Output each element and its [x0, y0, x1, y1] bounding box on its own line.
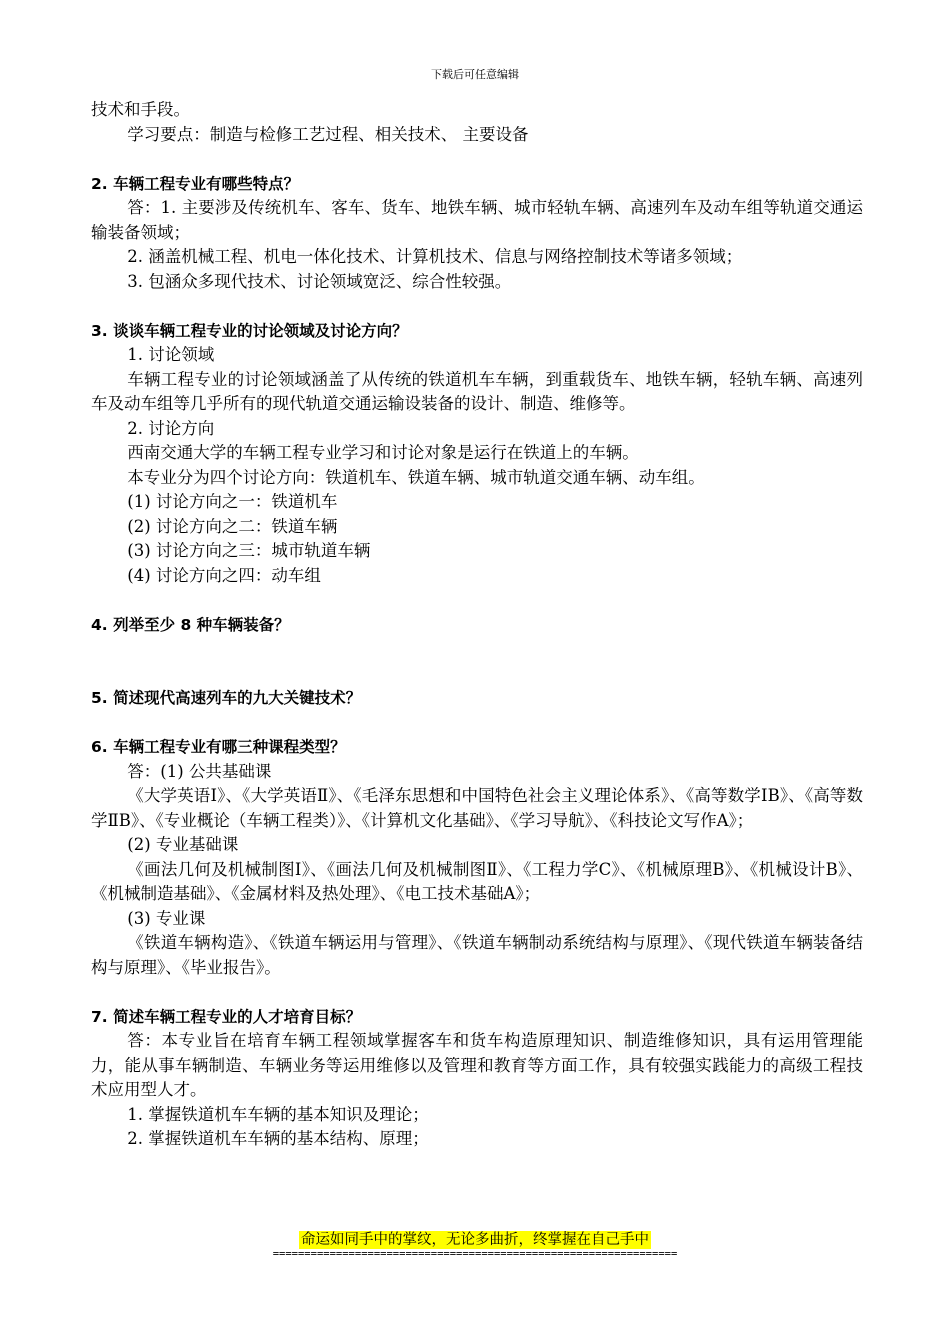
answer-paragraph: 3. 包涵众多现代技术、讨论领域宽泛、综合性较强。 — [127, 271, 512, 291]
paragraph: 1. 讨论领域 — [127, 345, 215, 364]
list-item: (3) 讨论方向之三：城市轨道车辆 — [127, 541, 371, 560]
paragraph: (2) 专业基础课 — [127, 835, 239, 854]
paragraph: 西南交通大学的车辆工程专业学习和讨论对象是运行在铁道上的车辆。 — [127, 443, 639, 462]
question-heading-7: 7. 简述车辆工程专业的人才培育目标？ — [91, 1007, 362, 1026]
paragraph: 《画法几何及机械制图Ⅰ》、《画法几何及机械制图Ⅱ》、《工程力学C》、《机械原理B》、《机械设计B》、《机械制造基础》、《金属材料及热处理》、《电工技术基础A》； — [91, 859, 863, 903]
list-item: 1. 掌握铁道机车车辆的基本知识及理论； — [127, 1104, 429, 1124]
page-footer — [0, 1229, 950, 1249]
question-heading-3: 3. 谈谈车辆工程专业的讨论领域及讨论方向？ — [91, 321, 408, 340]
paragraph: 2. 讨论方向 — [127, 418, 215, 438]
paragraph: 车辆工程专业的讨论领域涵盖了从传统的铁道机车车辆，到重载货车、地铁车辆，轻轨车辆、高速列车及动车组等几乎所有的现代轨道交通运输设装备的设计、制造、维修等。 — [91, 369, 863, 413]
footer-rule: ================================================================ — [272, 1248, 678, 1260]
paragraph: 本专业分为四个讨论方向：铁道机车、铁道车辆、城市轨道交通车辆、动车组。 — [127, 467, 705, 487]
paragraph: 技术和手段。 — [91, 100, 190, 119]
paragraph: 《铁道车辆构造》、《铁道车辆运用与管理》、《铁道车辆制动系统结构与原理》、《现代铁道车辆装备结构与原理》、《毕业报告》。 — [91, 933, 863, 977]
answer-paragraph: 答：本专业旨在培育车辆工程领域掌握客车和货车构造原理知识、制造维修知识，具有运用管理能力，能从事车辆制造、车辆业务等运用维修以及管理和教育等方面工作，具有较强实践能力的高级工程技术应用型人才。 — [91, 1031, 863, 1099]
paragraph: 学习要点：制造与检修工艺过程、相关技术、 主要设备 — [127, 124, 529, 144]
question-heading-6: 6. 车辆工程专业有哪三种课程类型？ — [91, 738, 346, 756]
question-heading-5: 5. 简述现代高速列车的九大关键技术？ — [91, 689, 362, 707]
question-heading-4: 4. 列举至少 8 种车辆装备？ — [91, 615, 290, 634]
list-item: (1) 讨论方向之一：铁道机车 — [127, 492, 338, 511]
answer-paragraph: 答：1. 主要涉及传统机车、客车、货车、地铁车辆、城市轻轨车辆、高速列车及动车组等轨道交通运输装备领域； — [91, 198, 863, 242]
list-item: (4) 讨论方向之四：动车组 — [127, 565, 321, 585]
paragraph: 答：(1) 公共基础课 — [127, 761, 272, 781]
question-heading-2: 2. 车辆工程专业有哪些特点？ — [91, 174, 300, 193]
footer-motto: 命运如同手中的掌纹，无论多曲折，终掌握在自己手中 — [301, 1232, 649, 1248]
answer-paragraph: 2. 涵盖机械工程、机电一体化技术、计算机技术、信息与网络控制技术等诸多领域； — [127, 247, 743, 266]
paragraph: (3) 专业课 — [127, 908, 206, 928]
list-item: 2. 掌握铁道机车车辆的基本结构、原理； — [127, 1129, 429, 1148]
list-item: (2) 讨论方向之二：铁道车辆 — [127, 516, 338, 536]
paragraph: 《大学英语Ⅰ》、《大学英语Ⅱ》、《毛泽东思想和中国特色社会主义理论体系》、《高等数学ⅠB》、《高等数学ⅡB》、《专业概论（车辆工程类）》、《计算机文化基础》、《学习导航》、《科技论文写作A》； — [91, 786, 863, 830]
document-body — [91, 98, 863, 1152]
page-header: 下载后可任意编辑 — [431, 68, 519, 81]
